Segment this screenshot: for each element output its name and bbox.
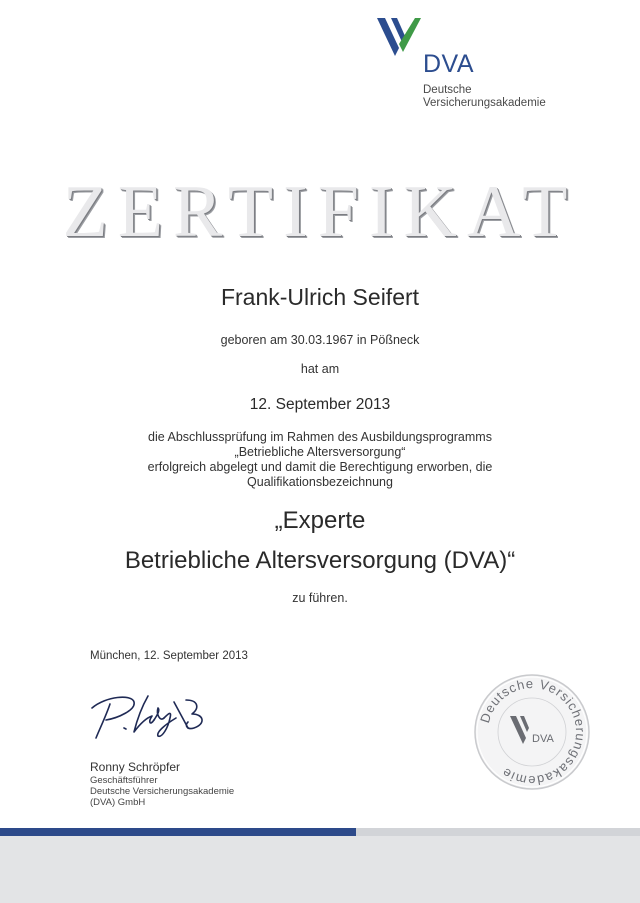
exam-date: 12. September 2013 — [249, 396, 391, 413]
footer-grey-bar-top — [356, 828, 640, 836]
certificate-title: ZERTIFIKAT — [62, 171, 578, 253]
logo-subtitle-line1: Deutsche — [423, 84, 472, 96]
recipient-name: Frank-Ulrich Seifert — [220, 284, 420, 310]
dva-embossed-seal — [472, 672, 592, 792]
signer-role — [90, 775, 234, 808]
footer-blue-bar — [0, 828, 356, 836]
body-line-4: Qualifikationsbezeichnung — [247, 475, 393, 489]
logo-subtitle-line2: Versicherungsakademie — [423, 97, 546, 109]
body-line-2: „Betriebliche Altersversorgung“ — [234, 445, 406, 459]
body-line-3: erfolgreich abgelegt und damit die Berechtigung erworben, die — [147, 460, 493, 474]
signer-name: Ronny Schröpfer — [90, 760, 181, 774]
zu-fuehren-text: zu führen. — [292, 591, 348, 605]
body-line-1: die Abschlussprüfung im Rahmen des Ausbildungsprogramms — [148, 430, 492, 444]
birth-line: geboren am 30.03.1967 in Pößneck — [220, 333, 420, 347]
signer-role-line3: (DVA) GmbH — [90, 797, 146, 808]
seal-ring-text: Deutsche Versicherungsakademie — [477, 675, 589, 789]
signer-role-line1: Geschäftsführer — [90, 775, 158, 786]
footer-grey-bar — [0, 836, 640, 903]
hat-am-text: hat am — [300, 362, 340, 376]
dva-v-logo-icon — [375, 14, 421, 60]
certificate-body — [0, 430, 640, 490]
logo-name: DVA — [423, 50, 475, 78]
dva-logo — [375, 14, 575, 109]
logo-subtitle — [423, 84, 546, 110]
place-date: München, 12. September 2013 — [90, 650, 248, 662]
signer-role-line2: Deutsche Versicherungsakademie — [90, 786, 235, 797]
qualification-line-1: „Experte — [274, 507, 366, 534]
seal-center-text: DVA — [532, 733, 554, 745]
qualification-line-2: Betriebliche Altersversorgung (DVA)“ — [124, 547, 516, 574]
handwritten-signature — [88, 688, 218, 744]
